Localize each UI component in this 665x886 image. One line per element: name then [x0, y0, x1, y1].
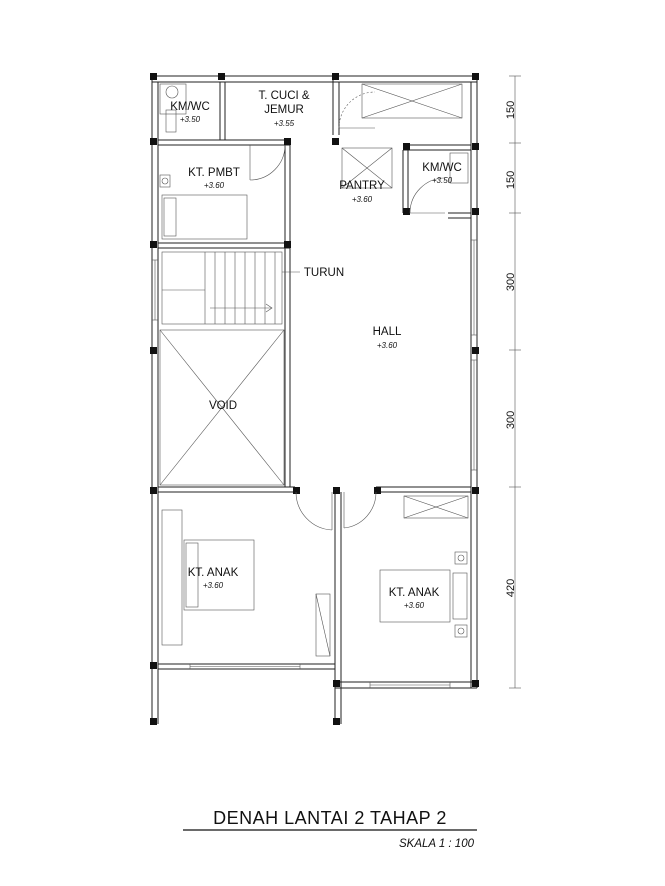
doors — [250, 92, 445, 530]
stair — [162, 252, 300, 324]
room-tcuci-name1: T. CUCI & — [258, 90, 310, 102]
room-tcuci-name2: JEMUR — [264, 104, 304, 116]
room-anak1-elev: +3.60 — [202, 581, 224, 590]
room-hall-elev: +3.60 — [376, 341, 398, 350]
drawing-scale: SKALA 1 : 100 — [398, 838, 474, 850]
room-kmwc-left-elev: +3.50 — [179, 115, 201, 124]
room-kmwc-right-name: KM/WC — [422, 162, 462, 174]
room-tcuci-elev: +3.55 — [273, 119, 295, 128]
windows — [152, 240, 477, 688]
room-anak2-elev: +3.60 — [403, 601, 425, 610]
room-anak1-name: KT. ANAK — [187, 567, 239, 579]
room-pantry-name: PANTRY — [339, 180, 385, 192]
dim-label: 300 — [505, 272, 517, 292]
drawing-title: DENAH LANTAI 2 TAHAP 2 — [213, 808, 447, 828]
room-hall-name: HALL — [372, 326, 402, 338]
room-anak2-name: KT. ANAK — [388, 587, 440, 599]
room-ktpmbt-name: KT. PMBT — [188, 167, 240, 179]
dim-label: 420 — [505, 578, 517, 598]
room-void-name: VOID — [208, 400, 238, 412]
room-pantry-elev: +3.60 — [351, 195, 373, 204]
dim-label: 150 — [505, 170, 517, 190]
stair-label-turun: TURUN — [303, 267, 345, 279]
room-kmwc-right-elev: +3.50 — [431, 176, 453, 185]
dim-label: 150 — [505, 100, 517, 120]
dim-label: 300 — [505, 410, 517, 430]
room-kmwc-left-name: KM/WC — [170, 101, 210, 113]
room-ktpmbt-elev: +3.60 — [203, 181, 225, 190]
